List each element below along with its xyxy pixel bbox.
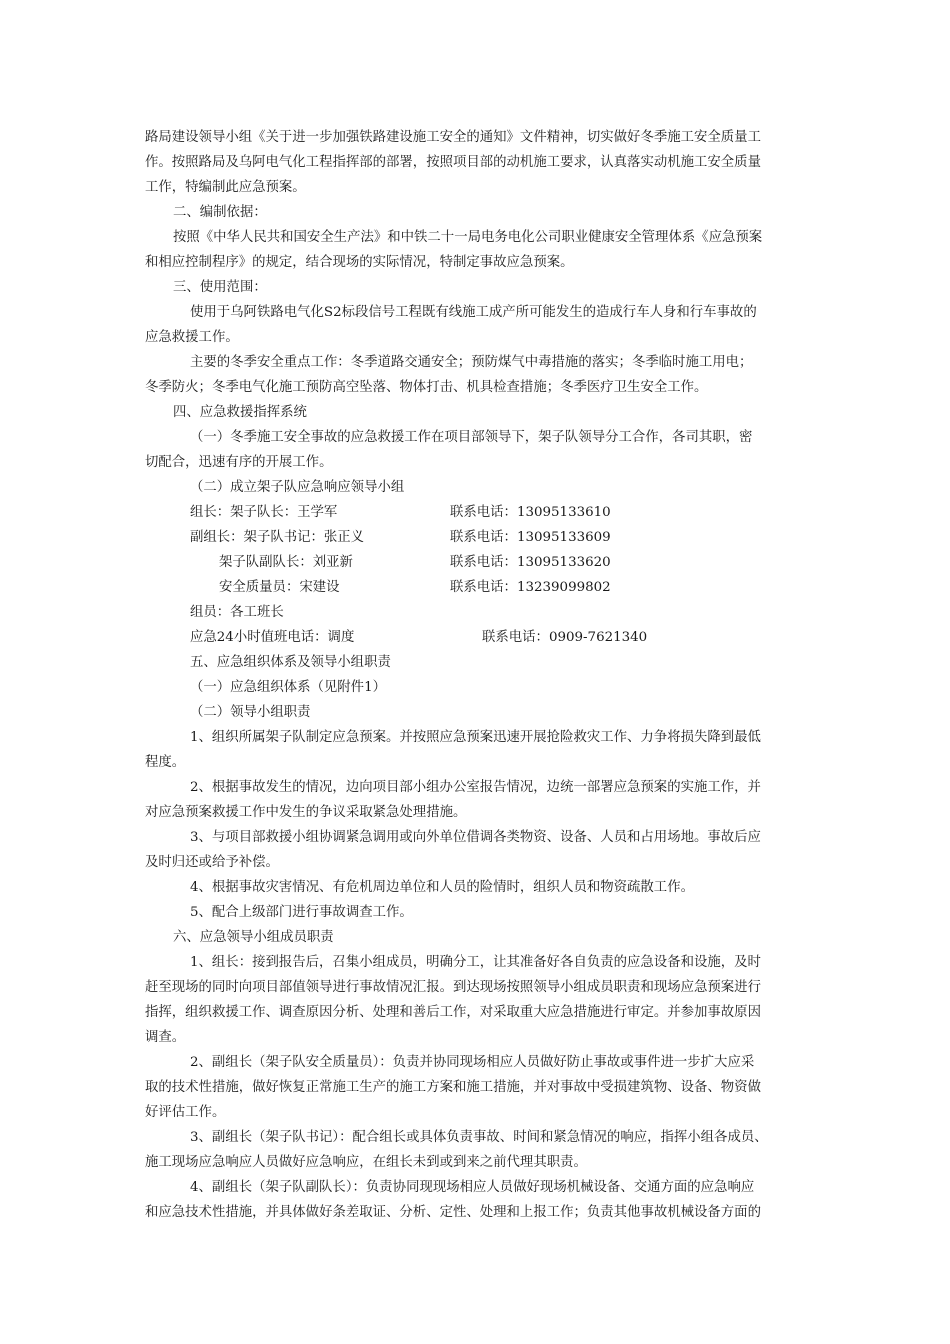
contact-phone: 联系电话：13095133620 <box>450 555 611 570</box>
contact-phone: 联系电话：13095133609 <box>450 530 611 545</box>
line-text: （一）冬季施工安全事故的应急救援工作在项目部领导下，架子队领导分工合作，各司其职，密 <box>190 430 753 445</box>
text-line <box>145 825 807 850</box>
text-line <box>145 225 807 250</box>
text-line <box>145 375 807 400</box>
line-text: 切配合，迅速有序的开展工作。 <box>145 455 333 470</box>
line-text: 3、副组长（架子队书记）：配合组长或具体负责事故、时间和紧急情况的响应，指挥小组各成员、 <box>190 1130 768 1145</box>
contact-phone: 联系电话：13095133610 <box>450 505 611 520</box>
line-text: 好评估工作。 <box>145 1105 226 1120</box>
text-line <box>145 775 807 800</box>
text-line <box>145 975 807 1000</box>
line-text: 工作，特编制此应急预案。 <box>145 180 306 195</box>
text-line <box>145 475 807 500</box>
text-line <box>145 750 807 775</box>
line-text: 六、应急领导小组成员职责 <box>173 930 334 945</box>
text-line <box>145 500 807 525</box>
line-text: 2、根据事故发生的情况，边向项目部小组办公室报告情况，边统一部署应急预案的实施工作，并 <box>190 780 761 795</box>
text-line <box>145 1075 807 1100</box>
line-text: 1、组织所属架子队制定应急预案。并按照应急预案迅速开展抢险救灾工作、力争将损失降到最低 <box>190 730 761 745</box>
text-line <box>145 900 807 925</box>
line-text: 主要的冬季安全重点工作：冬季道路交通安全；预防煤气中毒措施的落实；冬季临时施工用电； <box>190 355 753 370</box>
line-text: 架子队副队长：刘亚新 <box>219 555 353 570</box>
line-text: 程度。 <box>145 755 186 770</box>
text-line <box>145 275 807 300</box>
text-line <box>145 550 807 575</box>
text-line <box>145 1000 807 1025</box>
line-text: 按照《中华人民共和国安全生产法》和中铁二十一局电务电化公司职业健康安全管理体系《应急预案 <box>173 230 763 245</box>
text-line <box>145 325 807 350</box>
line-text: 4、副组长（架子队副队长）：负责协同现现场相应人员做好现场机械设备、交通方面的应急响应 <box>190 1180 755 1195</box>
text-line <box>145 1175 807 1200</box>
line-text: （二）领导小组职责 <box>190 705 311 720</box>
line-text: 安全质量员：宋建设 <box>219 580 340 595</box>
line-text: 副组长：架子队书记：张正义 <box>190 530 365 545</box>
line-text: 指挥，组织救援工作、调查原因分析、处理和善后工作，对采取重大应急措施进行审定。并参加事故原因 <box>145 1005 761 1020</box>
line-text: 作。按照路局及乌阿电气化工程指挥部的部署，按照项目部的动机施工要求，认真落实动机施工安全质量 <box>145 155 761 170</box>
line-text: 应急24小时值班电话：调度 <box>190 630 355 645</box>
line-text: 3、与项目部救援小组协调紧急调用或向外单位借调各类物资、设备、人员和占用场地。事故后应 <box>190 830 761 845</box>
text-line <box>145 625 807 650</box>
line-text: 五、应急组织体系及领导小组职责 <box>190 655 391 670</box>
text-line <box>145 350 807 375</box>
line-text: 5、配合上级部门进行事故调查工作。 <box>190 905 413 920</box>
text-line <box>145 300 807 325</box>
text-line <box>145 875 807 900</box>
text-line <box>145 175 807 200</box>
text-line <box>145 450 807 475</box>
line-text: 冬季防火；冬季电气化施工预防高空坠落、物体打击、机具检查措施；冬季医疗卫生安全工作。 <box>145 380 708 395</box>
line-text: 二、编制依据： <box>173 205 267 220</box>
line-text: 四、应急救援指挥系统 <box>173 405 307 420</box>
line-text: 调查。 <box>145 1030 186 1045</box>
text-line <box>145 850 807 875</box>
line-text: 组员：各工班长 <box>190 605 284 620</box>
line-text: 三、使用范围： <box>173 280 267 295</box>
text-line <box>145 200 807 225</box>
text-line <box>145 250 807 275</box>
line-text: 取的技术性措施，做好恢复正常施工生产的施工方案和施工措施，并对事故中受损建筑物、设备、物资做 <box>145 1080 761 1095</box>
text-line <box>145 800 807 825</box>
line-text: 应急救援工作。 <box>145 330 239 345</box>
contact-phone: 联系电话：0909-7621340 <box>482 630 648 645</box>
line-text: 及时归还或给予补偿。 <box>145 855 279 870</box>
line-text: 4、根据事故灾害情况、有危机周边单位和人员的险情时，组织人员和物资疏散工作。 <box>190 880 694 895</box>
text-line <box>145 675 807 700</box>
text-line <box>145 150 807 175</box>
line-text: （一）应急组织体系（见附件1） <box>190 680 386 695</box>
text-line <box>145 1025 807 1050</box>
text-line <box>145 1125 807 1150</box>
text-line <box>145 1050 807 1075</box>
text-line <box>145 575 807 600</box>
text-line <box>145 700 807 725</box>
text-line <box>145 425 807 450</box>
line-text: 2、副组长（架子队安全质量员）：负责并协同现场相应人员做好防止事故或事件进一步扩大应采 <box>190 1055 755 1070</box>
text-line <box>145 1100 807 1125</box>
text-line <box>145 1200 807 1225</box>
text-line <box>145 1150 807 1175</box>
line-text: 组长：架子队长：王学军 <box>190 505 338 520</box>
line-text: 1、组长：接到报告后，召集小组成员，明确分工，让其准备好各自负责的应急设备和设施，及时 <box>190 955 761 970</box>
contact-phone: 联系电话：13239099802 <box>450 580 611 595</box>
document-body <box>145 125 807 1225</box>
line-text: （二）成立架子队应急响应领导小组 <box>190 480 405 495</box>
text-line <box>145 600 807 625</box>
line-text: 对应急预案救援工作中发生的争议采取紧急处理措施。 <box>145 805 467 820</box>
line-text: 施工现场应急响应人员做好应急响应，在组长未到或到来之前代理其职责。 <box>145 1155 587 1170</box>
text-line <box>145 400 807 425</box>
text-line <box>145 925 807 950</box>
text-line <box>145 650 807 675</box>
text-line <box>145 125 807 150</box>
line-text: 和应急技术性措施，并具体做好条差取证、分析、定性、处理和上报工作；负责其他事故机械设备方面的 <box>145 1205 761 1220</box>
text-line <box>145 950 807 975</box>
line-text: 使用于乌阿铁路电气化S2标段信号工程既有线施工成产所可能发生的造成行车人身和行车事故的 <box>190 305 757 320</box>
text-line <box>145 725 807 750</box>
line-text: 路局建设领导小组《关于进一步加强铁路建设施工安全的通知》文件精神，切实做好冬季施工安全质量工 <box>145 130 761 145</box>
line-text: 和相应控制程序》的规定，结合现场的实际情况，特制定事故应急预案。 <box>145 255 574 270</box>
line-text: 赶至现场的同时向项目部值领导进行事故情况汇报。到达现场按照领导小组成员职责和现场应急预案进行 <box>145 980 761 995</box>
text-line <box>145 525 807 550</box>
